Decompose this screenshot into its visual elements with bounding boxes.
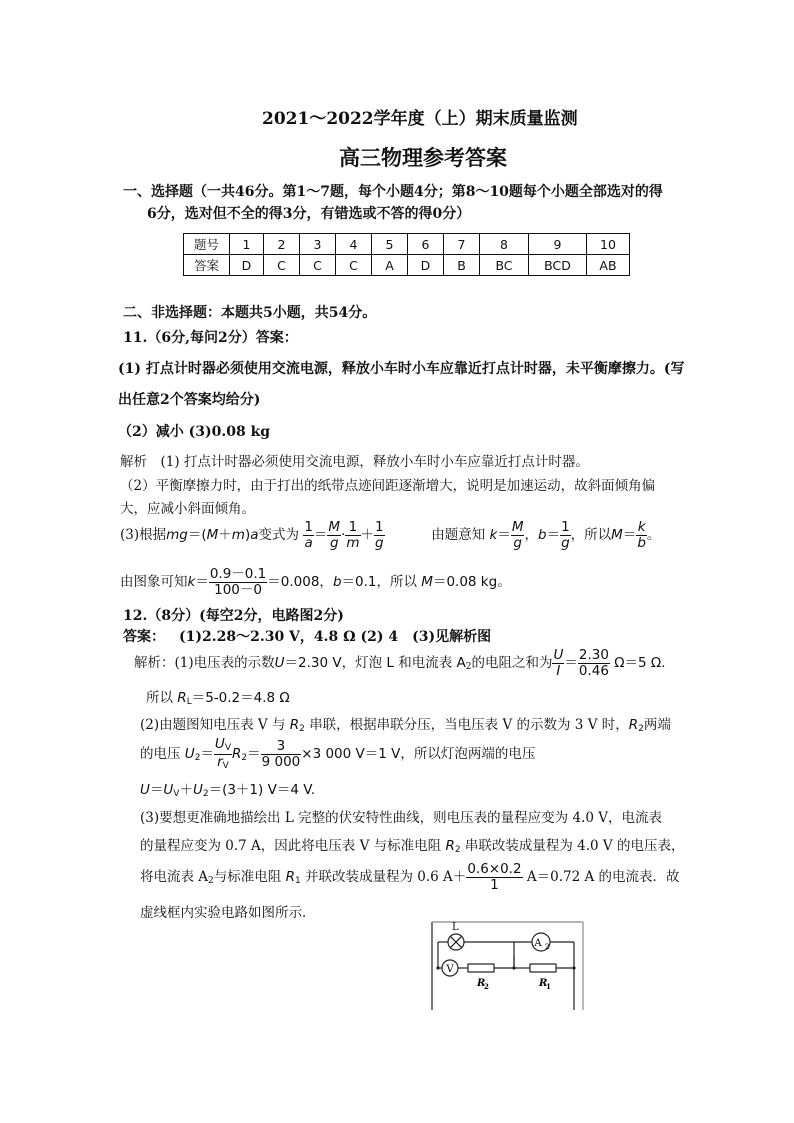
table-cell: C: [336, 255, 372, 276]
q11-answer1-line2: 出任意2个答案均给分): [118, 392, 261, 408]
q11-heading: 11.（6分,每问2分）答案：: [123, 330, 298, 346]
table-cell: 7: [444, 234, 480, 255]
q12-explanation-line4: 的电压 $U_2=$ $\frac{U_V}{r_V}$ $R_2=$ $\frac{3}{9 000}$ ×3 000 V＝1 V，所以灯泡两端的电压: [140, 736, 536, 771]
q12-explanation-line6: (3)要想更准确地描绘出 L 完整的伏安特性曲线，则电压表的量程应变为 4.0 V，电流表: [140, 810, 662, 826]
q11-answer2: （2）减小 (3)0.08 kg: [118, 424, 271, 440]
table-cell: 10: [587, 234, 630, 255]
page-title: 2021～2022学年度（上）期末质量监测: [262, 109, 578, 129]
table-cell: C: [300, 255, 336, 276]
table-cell: BCD: [529, 255, 587, 276]
section1-heading-line2: 6分，选对但不全的得3分，有错选或不答的得0分）: [147, 206, 471, 222]
q11-formula-line: (3)根据mg＝(M＋m)a变式为 $\frac{1}{a}$ ＝ $\frac{M}{g}$ · $\frac{1}{m}$ ＋ $\frac{1}{g}$ 由题意知 k＝ $\frac{M}{g}$ ，b＝ $\frac{1}{g}$ ，所以M＝ $\frac{k}{b}$ 。: [120, 519, 661, 551]
table-cell: AB: [587, 255, 630, 276]
resistor-r1-icon: [530, 964, 556, 972]
q12-heading: 12.（8分）(每空2分，电路图2分): [123, 608, 344, 624]
q11-explanation2-line2: 大，应减小斜面倾角。: [120, 501, 255, 517]
table-cell: 6: [408, 234, 444, 255]
r2-sub: 2: [484, 982, 489, 991]
q11-graph-line: 由图象可知k＝ $\frac{0.9-0.1}{100-0}$ ＝0.008，b＝0.1，所以 M＝0.08 kg。: [120, 566, 511, 598]
table-cell: 答案: [184, 255, 230, 276]
q12-explanation-line1: 解析：(1)电压表的示数U＝2.30 V，灯泡 L 和电流表 $A_2$的电阻之和为 $\frac{U}{I}$ ＝ $\frac{2.30}{0.46}$ Ω＝5 Ω.: [134, 647, 666, 679]
resistor-r2-icon: [468, 964, 494, 972]
q12-answer: 答案： (1)2.28～2.30 V，4.8 Ω (2) 4 (3)见解析图: [123, 629, 492, 645]
table-cell: D: [230, 255, 264, 276]
answer-table: [183, 233, 630, 276]
table-cell: 1: [230, 234, 264, 255]
table-cell: 2: [264, 234, 300, 255]
table-cell: A: [372, 255, 408, 276]
q11-explanation2-line1: （2）平衡摩擦力时，由于打出的纸带点迹间距逐渐增大，说明是加速运动，故斜面倾角偏: [120, 478, 656, 494]
table-cell: C: [264, 255, 300, 276]
q12-explanation-line9: 虚线框内实验电路如图所示．: [140, 905, 316, 921]
ammeter-label: A: [534, 938, 542, 949]
q12-explanation-line8: 将电流表 $A_2$与标准电阻 $R_1$ 并联改装成量程为 0.6 A＋ $\frac{0.6\times 0.2}{1}$ A＝0.72 A 的电流表．故: [140, 861, 680, 893]
q12-explanation-line7: 的量程应变为 0.7 A，因此将电压表 V 与标准电阻 $R_2$ 串联改装成量程为 4.0 V 的电压表，: [140, 838, 685, 855]
table-cell: B: [444, 255, 480, 276]
voltmeter-label: V: [446, 964, 454, 975]
table-cell: 8: [480, 234, 529, 255]
table-cell: 5: [372, 234, 408, 255]
q12-explanation-line3: (2)由题图知电压表 V 与 $R_2$ 串联，根据串联分压，当电压表 V 的示数为 3 V 时，$R_2$两端: [140, 717, 671, 734]
table-cell: D: [408, 255, 444, 276]
q12-explanation-line5: $U=U_V+U_2=(3+1)$ V＝4 V.: [140, 782, 315, 799]
table-row-answers: [184, 255, 630, 276]
r1-sub: 1: [546, 982, 551, 991]
ammeter-sub: 2: [545, 943, 550, 951]
lamp-label: L: [452, 922, 459, 933]
page-subtitle: 高三物理参考答案: [339, 145, 507, 170]
table-row-numbers: [184, 234, 630, 255]
table-cell: 4: [336, 234, 372, 255]
table-cell: 3: [300, 234, 336, 255]
table-cell: BC: [480, 255, 529, 276]
section1-heading-line1: 一、选择题（一共46分。第1～7题，每个小题4分；第8～10题每个小题全部选对的得: [123, 184, 663, 200]
table-cell: 9: [529, 234, 587, 255]
r1-label: R: [539, 978, 548, 989]
section2-heading: 二、非选择题：本题共5小题，共54分。: [123, 305, 377, 321]
q12-explanation-line2: 所以 $R_L=5-0.2=4.8$ Ω: [146, 690, 290, 707]
table-cell: 题号: [184, 234, 230, 255]
r2-label: R: [477, 978, 486, 989]
q11-explanation1: 解析 (1) 打点计时器必须使用交流电源，释放小车时小车应靠近打点计时器。: [120, 454, 589, 470]
q11-answer1-line1: (1) 打点计时器必须使用交流电源，释放小车时小车应靠近打点计时器，未平衡摩擦力。(写: [118, 361, 685, 377]
circuit-diagram: [428, 918, 588, 1012]
